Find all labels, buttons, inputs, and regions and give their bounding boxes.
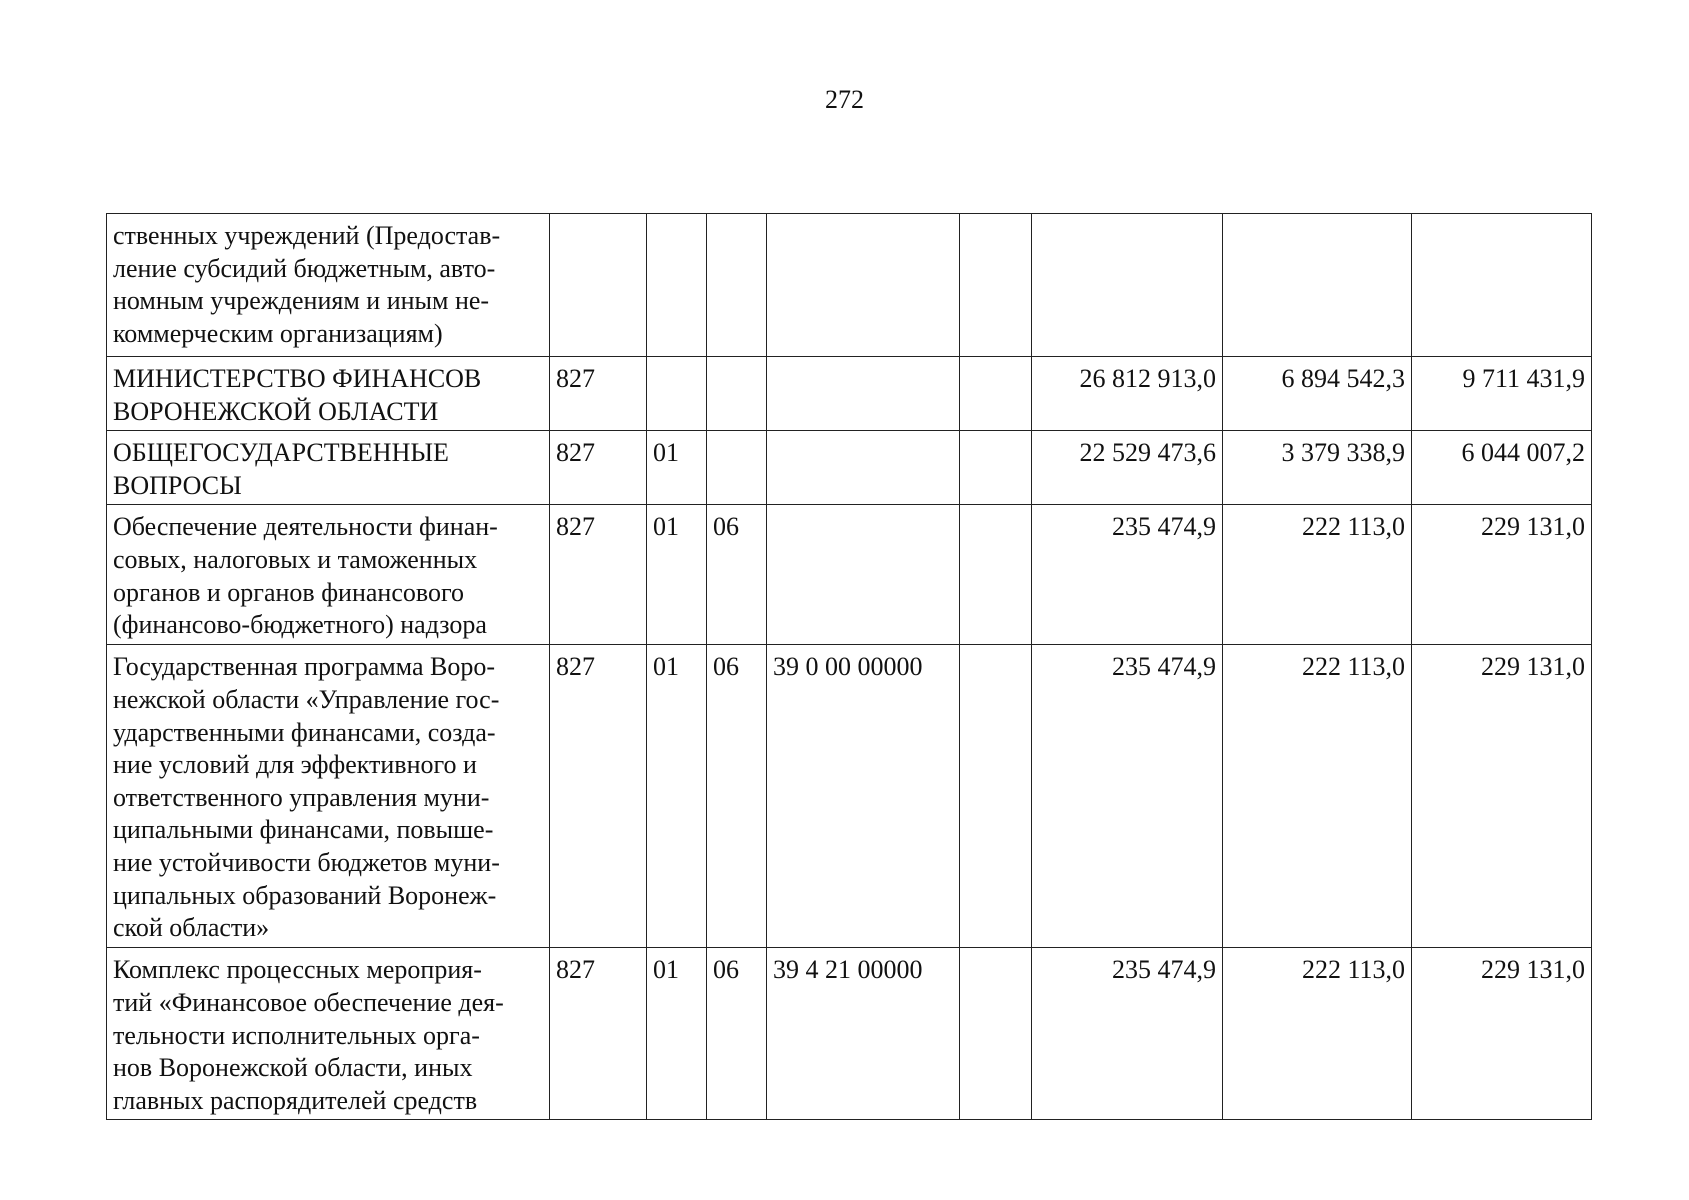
sum3-cell: 229 131,0 xyxy=(1412,505,1592,645)
rz-cell: 01 xyxy=(647,948,707,1120)
page-number: 272 xyxy=(825,85,864,114)
sum2-cell: 222 113,0 xyxy=(1223,505,1412,645)
row-name-line: Государственная программа Воро- xyxy=(113,652,496,682)
csr-cell: 39 0 00 00000 xyxy=(767,645,960,948)
row-name-line: тельности исполнительных орга- xyxy=(113,1020,480,1050)
row-name-line: нов Воронежской области, иных xyxy=(113,1053,473,1083)
ved-cell: 827 xyxy=(550,431,647,505)
table-row xyxy=(107,948,1592,1120)
table-row xyxy=(107,214,1592,357)
row-name-line: Обеспечение деятельности финан- xyxy=(113,512,498,542)
table-row xyxy=(107,505,1592,645)
sum2-cell xyxy=(1223,214,1412,357)
vr-cell xyxy=(960,948,1032,1120)
rz-cell: 01 xyxy=(647,645,707,948)
pr-cell xyxy=(707,214,767,357)
pr-cell xyxy=(707,357,767,431)
row-name-line: ВОПРОСЫ xyxy=(113,470,242,500)
rz-cell: 01 xyxy=(647,431,707,505)
row-name-line: МИНИСТЕРСТВО ФИНАНСОВ xyxy=(113,364,482,393)
row-name-line: ственных учреждений (Предостав- xyxy=(113,221,501,250)
row-name-cell xyxy=(107,645,550,948)
table-row xyxy=(107,357,1592,431)
row-name-line: ответственного управления муни- xyxy=(113,782,490,812)
pr-cell: 06 xyxy=(707,645,767,948)
csr-cell xyxy=(767,505,960,645)
sum2-cell: 3 379 338,9 xyxy=(1223,431,1412,505)
sum1-cell: 235 474,9 xyxy=(1032,948,1223,1120)
rz-cell xyxy=(647,357,707,431)
row-name-line: ОБЩЕГОСУДАРСТВЕННЫЕ xyxy=(113,438,449,468)
csr-cell xyxy=(767,357,960,431)
sum3-cell: 9 711 431,9 xyxy=(1412,357,1592,431)
pr-cell: 06 xyxy=(707,505,767,645)
ved-cell xyxy=(550,214,647,357)
row-name-cell xyxy=(107,431,550,505)
vr-cell xyxy=(960,357,1032,431)
row-name-line: ской области» xyxy=(113,913,270,943)
sum3-cell: 229 131,0 xyxy=(1412,645,1592,948)
sum3-cell: 229 131,0 xyxy=(1412,948,1592,1120)
row-name-line: ление субсидий бюджетным, авто- xyxy=(113,253,496,283)
vr-cell xyxy=(960,645,1032,948)
csr-cell xyxy=(767,214,960,357)
row-name-line: ние условий для эффективного и xyxy=(113,750,477,780)
ved-cell: 827 xyxy=(550,357,647,431)
row-name-cell xyxy=(107,948,550,1120)
vr-cell xyxy=(960,431,1032,505)
csr-cell xyxy=(767,431,960,505)
sum2-cell: 222 113,0 xyxy=(1223,948,1412,1120)
sum3-cell xyxy=(1412,214,1592,357)
pr-cell xyxy=(707,431,767,505)
ved-cell: 827 xyxy=(550,645,647,948)
row-name-line: Комплекс процессных мероприя- xyxy=(113,955,482,985)
row-name-cell xyxy=(107,505,550,645)
vr-cell xyxy=(960,214,1032,357)
sum1-cell xyxy=(1032,214,1223,357)
row-name-line: ципальных образований Воронеж- xyxy=(113,880,497,910)
row-name-line: (финансово-бюджетного) надзора xyxy=(113,610,487,640)
row-name-line: номным учреждениям и иным не- xyxy=(113,286,490,316)
ved-cell: 827 xyxy=(550,505,647,645)
sum1-cell: 22 529 473,6 xyxy=(1032,431,1223,505)
row-name-line: тий «Финансовое обеспечение дея- xyxy=(113,987,504,1017)
rz-cell: 01 xyxy=(647,505,707,645)
row-name-line: коммерческим организациям) xyxy=(113,318,443,348)
row-name-line: ципальными финансами, повыше- xyxy=(113,815,494,845)
pr-cell: 06 xyxy=(707,948,767,1120)
table-row xyxy=(107,431,1592,505)
row-name-line: главных распорядителей средств xyxy=(113,1085,478,1115)
rz-cell xyxy=(647,214,707,357)
row-name-line: нежской области «Управление гос- xyxy=(113,684,500,714)
vr-cell xyxy=(960,505,1032,645)
sum3-cell: 6 044 007,2 xyxy=(1412,431,1592,505)
table-row xyxy=(107,645,1592,948)
row-name-line: ВОРОНЕЖСКОЙ ОБЛАСТИ xyxy=(113,396,439,426)
row-name-cell xyxy=(107,214,550,357)
row-name-line: совых, налоговых и таможенных xyxy=(113,544,478,574)
row-name-line: ударственными финансами, созда- xyxy=(113,717,496,747)
row-name-cell xyxy=(107,357,550,431)
sum2-cell: 6 894 542,3 xyxy=(1223,357,1412,431)
sum2-cell: 222 113,0 xyxy=(1223,645,1412,948)
sum1-cell: 235 474,9 xyxy=(1032,505,1223,645)
csr-cell: 39 4 21 00000 xyxy=(767,948,960,1120)
sum1-cell: 26 812 913,0 xyxy=(1032,357,1223,431)
budget-table xyxy=(106,213,1592,1120)
row-name-line: органов и органов финансового xyxy=(113,577,464,607)
row-name-line: ние устойчивости бюджетов муни- xyxy=(113,847,500,877)
ved-cell: 827 xyxy=(550,948,647,1120)
sum1-cell: 235 474,9 xyxy=(1032,645,1223,948)
